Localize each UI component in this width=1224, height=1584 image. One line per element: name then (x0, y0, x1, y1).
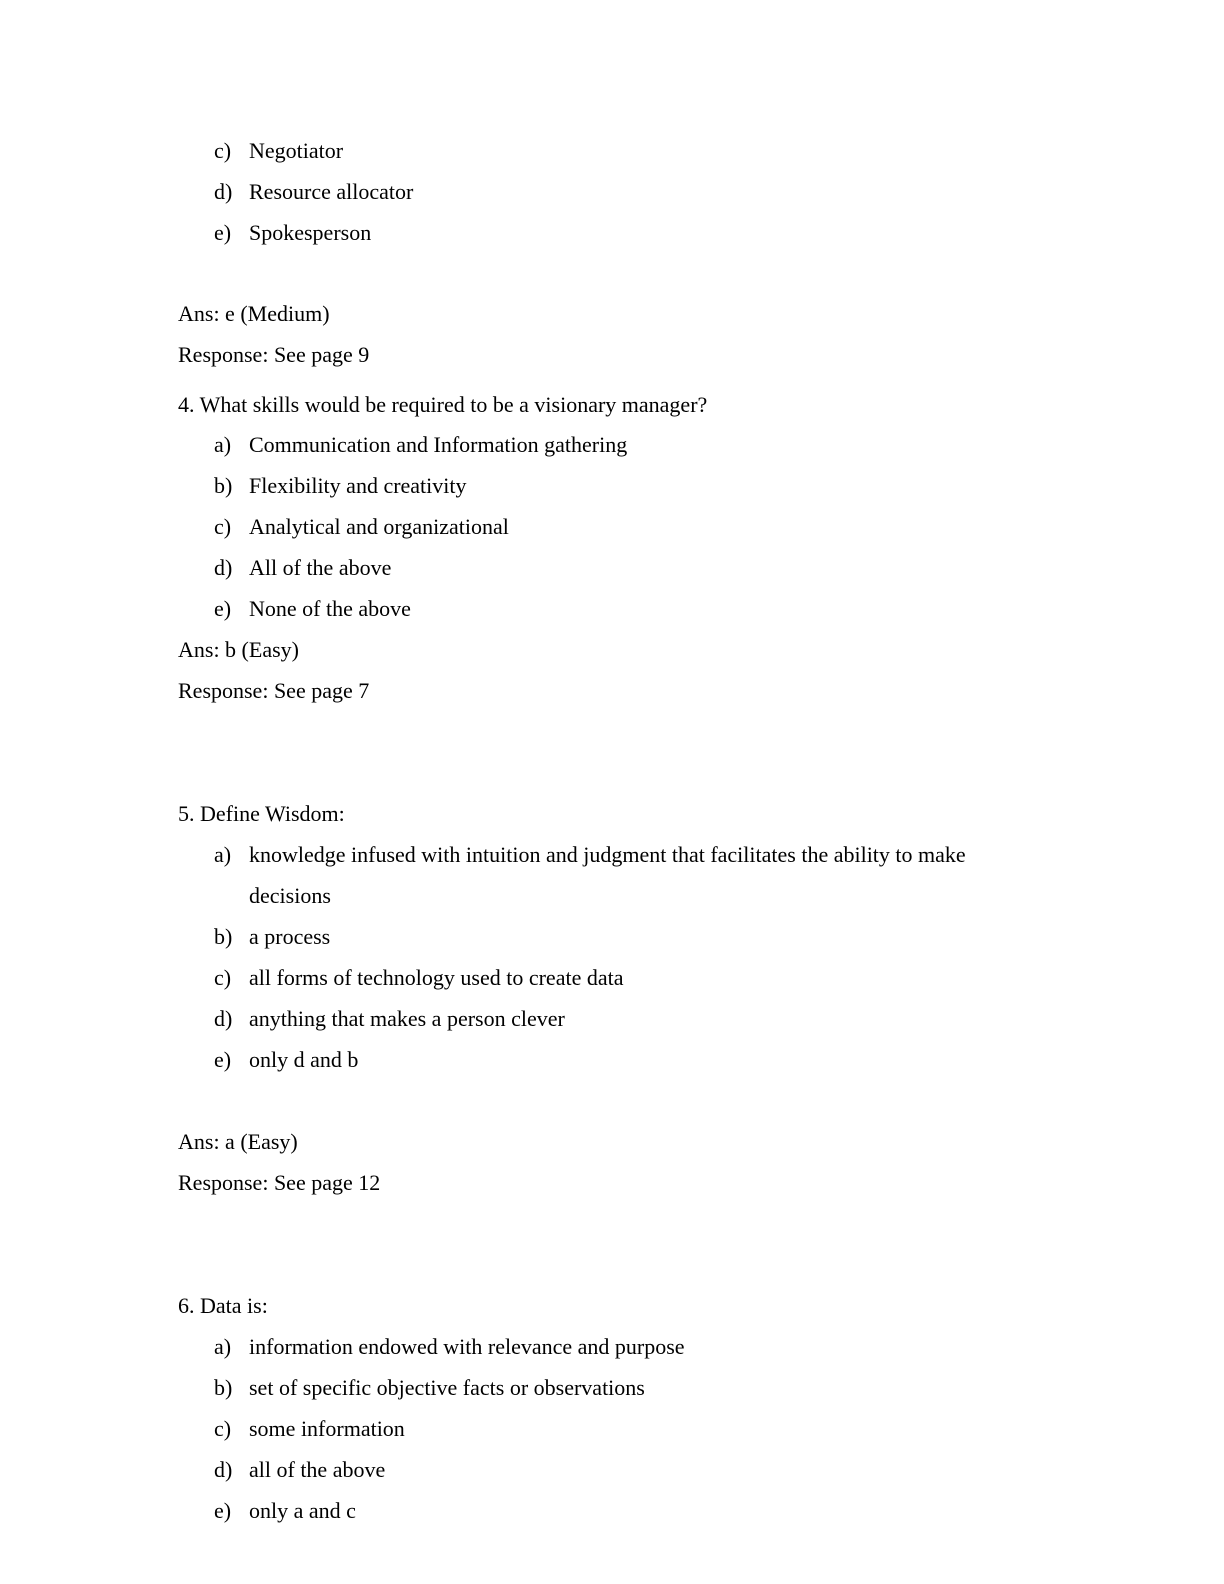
option-letter: a) (214, 1334, 232, 1359)
option-text: anything that makes a person clever (249, 1006, 565, 1031)
option-text: all of the above (249, 1457, 386, 1482)
option-letter: e) (214, 596, 232, 621)
option-letter: e) (214, 220, 232, 245)
option-letter: d) (214, 1006, 233, 1031)
option-text: some information (249, 1416, 405, 1441)
response-line: Response: See page 12 (178, 1170, 381, 1195)
answer-line: Ans: b (Easy) (178, 637, 299, 662)
option-letter: b) (214, 1375, 233, 1400)
option-letter: b) (214, 473, 233, 498)
option-text: Flexibility and creativity (249, 473, 467, 498)
option-letter: c) (214, 138, 232, 163)
answer-line: Ans: e (Medium) (178, 301, 330, 326)
option-text: Communication and Information gathering (249, 432, 628, 457)
response-line: Response: See page 9 (178, 342, 370, 367)
option-text: all forms of technology used to create data (249, 965, 624, 990)
option-text: set of specific objective facts or observations (249, 1375, 645, 1400)
option-letter: c) (214, 1416, 232, 1441)
option-text: All of the above (249, 555, 392, 580)
option-text: Analytical and organizational (249, 514, 509, 539)
option-letter: e) (214, 1047, 232, 1072)
option-letter: e) (214, 1498, 232, 1523)
option-text: a process (249, 924, 331, 949)
option-text: Spokesperson (249, 220, 372, 245)
option-text: knowledge infused with intuition and judgment that facilitates the ability to make (249, 842, 966, 867)
answer-line: Ans: a (Easy) (178, 1129, 298, 1154)
option-letter: a) (214, 432, 232, 457)
option-letter: d) (214, 1457, 233, 1482)
question-6-stem: 6. Data is: (178, 1293, 268, 1318)
option-letter: d) (214, 179, 233, 204)
option-text: Negotiator (249, 138, 344, 163)
option-text: information endowed with relevance and purpose (249, 1334, 685, 1359)
option-text: None of the above (249, 596, 411, 621)
option-letter: a) (214, 842, 232, 867)
response-line: Response: See page 7 (178, 678, 370, 703)
option-letter: c) (214, 965, 232, 990)
option-text: only d and b (249, 1047, 359, 1072)
question-4-stem: 4. What skills would be required to be a visionary manager? (178, 392, 708, 417)
option-text: only a and c (249, 1498, 356, 1523)
option-letter: b) (214, 924, 233, 949)
option-letter: c) (214, 514, 232, 539)
option-text: Resource allocator (249, 179, 414, 204)
question-5-stem: 5. Define Wisdom: (178, 801, 345, 826)
option-text-continuation: decisions (249, 883, 331, 908)
option-letter: d) (214, 555, 233, 580)
